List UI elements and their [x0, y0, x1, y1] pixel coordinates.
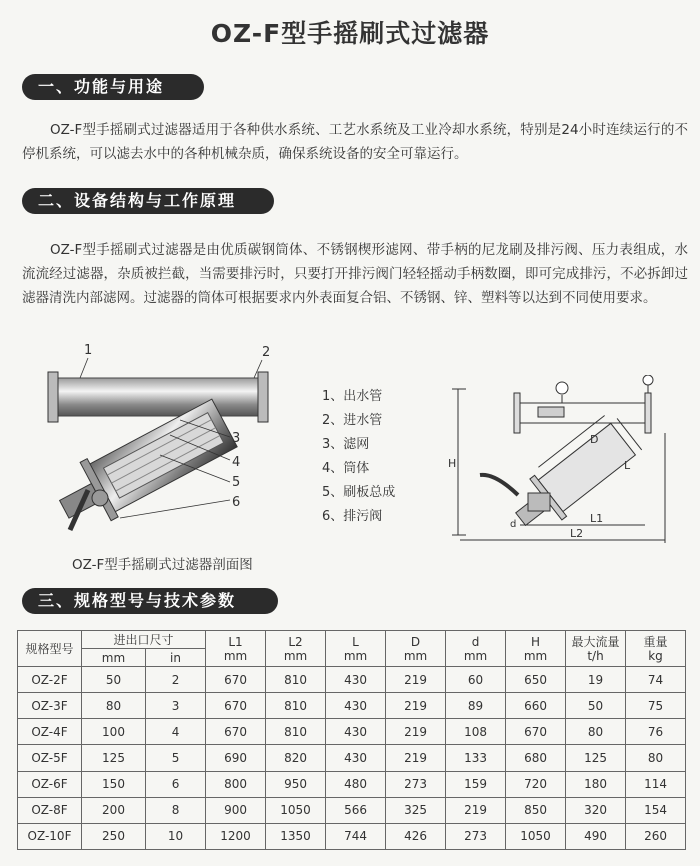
table-row: OZ-5F 125 5 690 820 430 219 133 680 125 80 — [18, 745, 686, 771]
section-heading-specs: 三、规格型号与技术参数 — [22, 588, 278, 614]
table-row: OZ-4F 100 4 670 810 430 219 108 670 80 76 — [18, 719, 686, 745]
callout-1: 1 — [84, 343, 93, 358]
outlet-pipe — [54, 378, 264, 416]
dim-handle — [480, 475, 518, 495]
dim-left-flange — [514, 393, 520, 433]
header-H: H mm — [506, 631, 566, 667]
legend-item: 5、刷板总成 — [322, 485, 396, 500]
header-in: in — [146, 649, 206, 667]
dim-label-L: L — [624, 459, 631, 472]
parts-legend — [322, 385, 395, 529]
section-heading-function: 一、功能与用途 — [22, 74, 204, 100]
legend-item: 1、出水管 — [322, 389, 383, 404]
legend-item: 2、进水管 — [322, 413, 383, 428]
header-port: 进出口尺寸 — [82, 631, 206, 649]
cutaway-illustration — [40, 340, 290, 550]
dim-label-d: d — [510, 519, 517, 530]
spec-table — [17, 630, 686, 850]
dim-label-L1: L1 — [590, 512, 604, 525]
header-L2: L2 mm — [266, 631, 326, 667]
function-paragraph: OZ-F型手摇刷式过滤器适用于各种供水系统、工艺水系统及工业冷却水系统，特别是24小时连续运行的不停机系统，可以滤去水中的各种机械杂质，确保系统设备的安全可靠运行。 — [22, 122, 688, 162]
section-heading-structure: 二、设备结构与工作原理 — [22, 188, 274, 214]
figure-caption: OZ-F型手摇刷式过滤器剖面图 — [72, 557, 253, 573]
page-title: OZ-F型手摇刷式过滤器 — [210, 19, 490, 48]
callout-6: 6 — [232, 495, 241, 510]
table-row: OZ-10F 250 10 1200 1350 744 426 273 1050 490 260 — [18, 823, 686, 849]
dim-label-L2: L2 — [570, 527, 584, 540]
header-mm: mm — [82, 649, 146, 667]
dimension-drawing — [440, 375, 680, 550]
pressure-gauge-1 — [556, 382, 568, 394]
legend-item: 6、排污阀 — [322, 509, 383, 524]
callout-2: 2 — [262, 345, 271, 360]
legend-item: 4、筒体 — [322, 461, 370, 476]
callout-3: 3 — [232, 431, 241, 446]
header-max-flow: 最大流量 t/h — [566, 631, 626, 667]
dim-label-H: H — [448, 457, 457, 470]
left-flange — [48, 372, 58, 422]
callout-5: 5 — [232, 475, 241, 490]
header-L: L mm — [326, 631, 386, 667]
table-row: OZ-6F 150 6 800 950 480 273 159 720 180 114 — [18, 771, 686, 797]
table-row: OZ-3F 80 3 670 810 430 219 89 660 50 75 — [18, 693, 686, 719]
pressure-gauge-2 — [643, 375, 653, 385]
callout-4: 4 — [232, 455, 241, 470]
right-flange — [258, 372, 268, 422]
dim-right-flange — [645, 393, 651, 433]
header-D: D mm — [386, 631, 446, 667]
table-row: OZ-2F 50 2 670 810 430 219 60 650 19 74 — [18, 667, 686, 693]
header-L1: L1 mm — [206, 631, 266, 667]
legend-item: 3、滤网 — [322, 437, 370, 452]
structure-paragraph: OZ-F型手摇刷式过滤器是由优质碳钢筒体、不锈钢楔形滤网、带手柄的尼龙刷及排污阀、压力表组成，水流流经过滤器，杂质被拦截，当需要排污时，只要打开排污阀门轻轻摇动手柄数圈，即可完成排污，不必拆卸过滤器清洗内部滤网。过滤器的筒体可根据要求内外表面复合铝、不锈钢、锌、塑料等以达到不同使用要求。 — [22, 242, 688, 306]
header-d: d mm — [446, 631, 506, 667]
dim-label-D: D — [590, 433, 599, 446]
table-row: OZ-8F 200 8 900 1050 566 325 219 850 320 154 — [18, 797, 686, 823]
header-weight: 重量 kg — [626, 631, 686, 667]
header-model: 规格型号 — [18, 631, 82, 667]
